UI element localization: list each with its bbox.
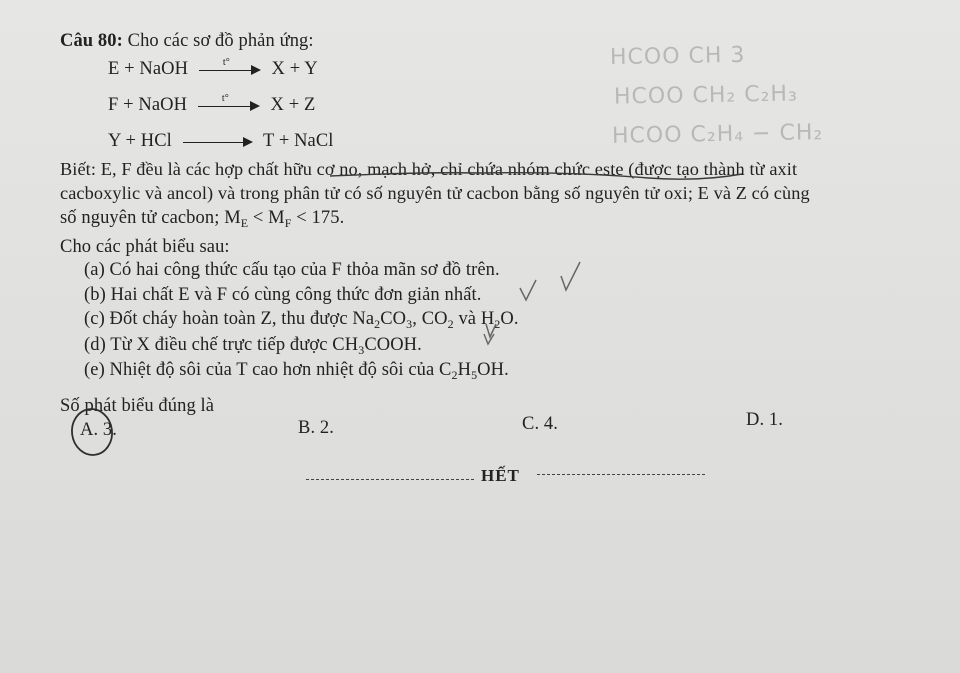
statement-d-b: COOH.	[364, 335, 422, 355]
given-line-3-text-c: < 175.	[291, 208, 345, 228]
handwriting-line-2: HCOO CH₂ C₂H₃	[613, 81, 799, 110]
check-mark-b	[520, 280, 536, 300]
statement-c-c: , CO	[412, 309, 448, 329]
reaction-1	[108, 58, 318, 80]
given-sub-e: E	[240, 216, 249, 230]
reaction-arrow-3	[183, 137, 253, 147]
reaction-arrow-2	[198, 92, 260, 111]
statement-e-c: OH.	[477, 360, 509, 380]
statement-d	[84, 334, 422, 356]
check-mark-a	[561, 262, 580, 290]
question-label: Câu 80:	[60, 31, 123, 51]
reaction-3-left: Y + HCl	[108, 131, 172, 151]
statement-c-s3: 2	[447, 317, 454, 331]
statement-e-b: H	[457, 360, 472, 380]
statement-c-s4: 2	[494, 317, 501, 331]
statement-e-s2: 5	[471, 368, 478, 382]
reaction-1-condition: t°	[222, 56, 230, 68]
statement-c-s2: 3	[406, 317, 413, 331]
statement-e-s1: 2	[451, 368, 458, 382]
reaction-3	[108, 130, 334, 152]
statement-c-s1: 2	[374, 317, 381, 331]
handwriting-line-3: HCOO C₂H₄ − CH₂	[611, 120, 824, 149]
end-label: HẾT	[481, 466, 520, 485]
statement-c-e: O.	[500, 309, 519, 329]
answer-prompt: Số phát biểu đúng là	[60, 396, 215, 416]
reaction-2-right: X + Z	[270, 95, 316, 115]
question-intro: Cho các sơ đồ phản ứng:	[127, 31, 314, 51]
given-line-3	[60, 207, 344, 229]
reaction-2-left: F + NaOH	[108, 95, 188, 115]
statement-c-b: CO	[380, 309, 407, 329]
handwriting-line-1: HCOO CH 3	[609, 42, 746, 71]
option-b[interactable]: B. 2.	[298, 418, 334, 438]
given-sub-f: F	[284, 216, 292, 230]
question-header	[60, 30, 314, 52]
given-line-3-text-a: số nguyên tử cacbon; M	[60, 208, 241, 228]
end-dash-right	[537, 474, 705, 475]
statements-intro: Cho các phát biểu sau:	[60, 237, 230, 257]
given-line-2: cacboxylic và ancol) và trong phân tử có số nguyên tử cacbon bằng số nguyên tử oxi; E và Z có cùng	[60, 183, 810, 203]
reaction-1-left: E + NaOH	[108, 59, 189, 79]
given-line-1: Biết: E, F đều là các hợp chất hữu cơ no, mạch hở, chỉ chứa nhóm chức este (được tạo thành từ axit	[60, 159, 798, 179]
end-dash-left	[306, 479, 474, 480]
option-d[interactable]: D. 1.	[746, 410, 783, 430]
option-a[interactable]: A. 3.	[80, 420, 117, 440]
given-line-3-text-b: < M	[248, 208, 285, 228]
option-c[interactable]: C. 4.	[522, 414, 558, 434]
statement-c-a: (c) Đốt cháy hoàn toàn Z, thu được Na	[84, 309, 375, 329]
statement-c-d: và H	[453, 309, 495, 329]
statement-e-a: (e) Nhiệt độ sôi của T cao hơn nhiệt độ sôi của C	[84, 360, 452, 380]
statement-e	[84, 359, 509, 381]
reaction-arrow-1	[199, 56, 261, 75]
reaction-3-right: T + NaCl	[263, 131, 334, 151]
statement-c	[84, 308, 519, 330]
statement-d-a: (d) Từ X điều chế trực tiếp được CH	[84, 335, 359, 355]
check-mark-d	[484, 334, 494, 344]
reaction-2-condition: t°	[221, 92, 229, 104]
reaction-2	[108, 94, 315, 116]
statement-a: (a) Có hai công thức cấu tạo của F thỏa mãn sơ đồ trên.	[84, 260, 500, 280]
reaction-1-right: X + Y	[271, 59, 318, 79]
statement-d-s1: 3	[358, 343, 365, 357]
statement-b: (b) Hai chất E và F có cùng công thức đơn giản nhất.	[84, 285, 482, 305]
